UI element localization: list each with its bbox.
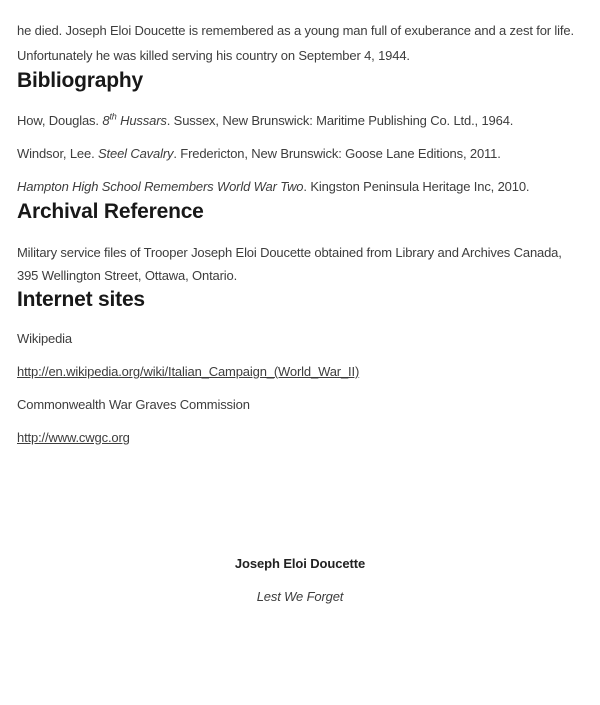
site-label: Commonwealth War Graves Commission <box>17 397 250 412</box>
site-label: Wikipedia <box>17 331 73 346</box>
entry-title-italic: Hampton High School Remembers World War Two <box>17 179 304 194</box>
archival-reference-paragraph: Military service files of Trooper Joseph Eloi Doucette obtained from Library and Archives Canada, 395 Wellington Street, Ottawa, Ontario. <box>17 245 562 283</box>
entry-publication: . Sussex, New Brunswick: Maritime Publishing Co. Ltd., 1964. <box>166 113 514 128</box>
entry-author: Windsor, Lee. <box>17 146 98 161</box>
entry-author: How, Douglas. <box>17 113 103 128</box>
site-link-row <box>17 425 583 450</box>
bibliography-entry <box>17 174 583 199</box>
entry-title-superscript: th <box>109 111 117 122</box>
site-label-wikipedia <box>17 326 583 351</box>
entry-title-italic: Hussars <box>116 113 167 128</box>
entry-title-italic: Steel Cavalry <box>98 146 174 161</box>
site-link-row <box>17 359 583 384</box>
site-label-cwgc <box>17 392 583 417</box>
memorial-motto: Lest We Forget <box>256 589 344 604</box>
bibliography-entry <box>17 141 583 166</box>
archival-reference-heading: Archival Reference <box>17 200 204 223</box>
bibliography-heading: Bibliography <box>17 69 143 92</box>
bibliography-entry <box>17 108 583 133</box>
entry-publication: . Kingston Peninsula Heritage Inc, 2010. <box>303 179 530 194</box>
cwgc-link[interactable]: http://www.cwgc.org <box>17 430 130 445</box>
entry-title-italic: 8 <box>102 113 110 128</box>
internet-sites-heading: Internet sites <box>17 288 145 311</box>
entry-publication: . Fredericton, New Brunswick: Goose Lane Editions, 2011. <box>173 146 501 161</box>
wikipedia-italian-campaign-link[interactable]: http://en.wikipedia.org/wiki/Italian_Campaign_(World_War_II) <box>17 364 360 379</box>
memorial-name: Joseph Eloi Doucette <box>234 556 366 571</box>
intro-paragraph: he died. Joseph Eloi Doucette is remembered as a young man full of exuberance and a zest for life. Unfortunately he was killed serving his country on September 4, 1944. <box>17 23 574 63</box>
